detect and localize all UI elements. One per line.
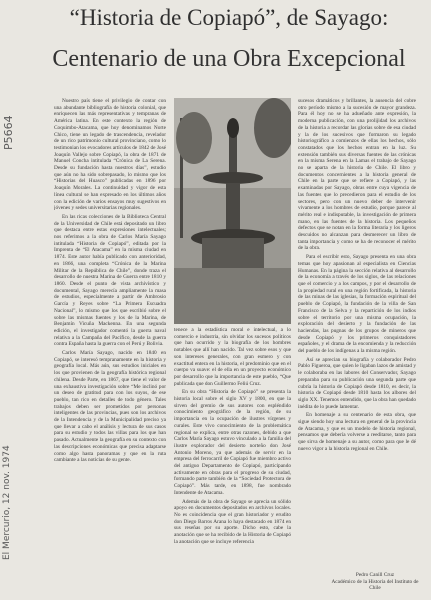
author-name: Pedro Canill Cruz — [355, 572, 395, 578]
paragraph: En las ricas colecciones de la Biblioteca Central de la Universidad de Chile está depositado un libro que destaca entre estas expresiones intelectuales; nos referimos a la obra de Carlos María Sayago intitulada “Historia de Copiapó”, editada por la Imprenta de “El Atacama” en la misma ciudad en 1874. Este autor había publicado con anterioridad, en 1866, una completa “Crónica de la Marina Militar de la República de Chile”, donde traza el desarrollo de nuestra Marina de Guerra entre 1810 y 1860. Desde el punto de vista archivístico y documental, Sayago merecía ampliamente la masa de estudios, especialmente a partir de Ambrosio García y Reyes sobre “La Primera Escuadra Nacional”, lo mismo que los que escribió sobre el sobre las mismas fuentes y los de la Marina, de Benjamín Vicuña Mackenna. En una segunda edición, el investigador comentó la guerra naval relativa a la Campaña del Pacífico, desde la guerra contra España hasta la guerra con el Perú y Bolivia. — [54, 213, 166, 348]
author-signature — [330, 572, 420, 592]
article-column-2 — [174, 327, 291, 584]
article-column-3 — [298, 98, 416, 568]
paragraph: Además de la obra de Sayago se aprecia un sólido apoyo en documentos depositados en archivos locales. No es coincidencia que el gran historiador y erudito don Diego Barros Arana lo haya destacado en 1874 en sus reseñas por su aporte. Dicho esto, cabe la anotación que se ha recibido de la Historia de Copiapó la anotación que se incluye referencia — [174, 498, 291, 545]
paragraph: Para el escribir esto, Sayago presenta en una obra temas que hoy apasionan al especialista en Ciencias Humanas. En la página la sección relativa al desarrollo de la economía a través de los siglos, de las relaciones que el comercio y a los campos, y por el desarrollo de la propiedad rural en una región fortificada, la historia de las minas de las iglesias, la formación espiritual del pueblo de Copiapó, la fundación de la villa de San Francisco de la Selva y la repartición de los indios sobre el territorio por una misma ocupación, la exploración del desierto y la fundación de las haciendas, las pugnas de los grupos de mineros que desde Copiapó y los primeros conquistadores españoles, y el drama de la encomienda y la reducción del pueblo de los indígenas a la misma región. — [298, 254, 416, 355]
subheadline: Centenario de una Obra Excepcional — [52, 46, 406, 72]
author-title: Académico de la Historia del Instituto de Chile — [331, 578, 419, 591]
paragraph: Nuestro país tiene el privilegio de contar con una abundante bibliografía de historia colonial, que enriquecen las más representativas y tempranas de América latina. En este contexto la región de Coquimbo-Atacama, que hoy denominamos Norte Chico, tiene un legado de trascendencia, revelador de un rico patrimonio cultural provinciano, como lo testimonian los evocadores artículos de 1842 de José Joaquín Vallejo sobre Copiapó, la obra de 1871 de Manuel Concha intitulada “Crónica de La Serena. Desde su fundación hasta nuestros días”, estudio que aún no ha sido sobrepasado, lo mismo que los “Historias del Huasco” publicadas en 1896 por Joaquín Morales. La continuidad y vigor de esta línea cultural se han expresado en los últimos años con la edición de varios ensayos muy sugestivos en jóvenes y sedes universitarias regionales. — [54, 98, 166, 212]
paragraph: Así se aprecian su biografía y colaborador Pedro Pablo Figueroa, que quien le ligaban lazos de amistad y le colaboraba en las labores del Conservador, Sayago preparaba para su publicación una segunda parte que cubría la historia de Copiapó desde 1810, es decir, la historia de Copiapó desde 1810 hasta los albores del siglo XX. Tenemos entendido, que la obra han quedado inédita de lo puede lamentar. — [298, 356, 416, 410]
handwritten-source-note: El Mercurio, 12 nov. 1974 — [2, 445, 12, 560]
paragraph: En homenaje a su centenario de esta obra, que sigue siendo hoy una lectura en general de la provincia de Atacama, y que es un modelo de historia regional, pensamos que debería volverse a reeditarse, tanto para que sirva de homenaje a su autor, como para que le dé nuevo vigor a la historia regional en Chile. — [298, 412, 416, 452]
headline: “Historia de Copiapó”, de Sayago: — [69, 5, 389, 30]
paragraph: En su obra “Historia de Copiapó” se presenta la historia local sobre el siglo XV y 1800, en que la sirven del gremio de sus autores con espléndido conocimiento geográfico de la región, de su importancia en la ocupación de ilustres vírgenes y curales. Este vivo conocimiento de la problemática regional se explica, entre otras razones, debido a que Carlos María Sayago estuvo vinculado a la familia del ilustre explorador del desierto norteño don José Antonio Moreno, ya que además de servir en la empresa del ferrocarril de Copiapó fue miembro activo del antiguo Departamento de Copiapó, participando activamente en obras para el progreso de su ciudad, formando parte también de la “Sociedad Protectora de Copiapó”. Más tarde, en 1898, fue nombrado Intendente de Atacama. — [174, 389, 291, 496]
fountain-photo — [174, 98, 291, 324]
article-column-1 — [54, 98, 166, 596]
paragraph: tenece a la estadística moral e intelectual, a lo comercio e industria, sin olvidar los sucesos políticos que han ocurrido y la biografía de los hombres notables que allí han nacido. Tal vez sobre esos y que son intereses generales, con gran esmero y con exactitud entera en la historia, el predominio que en el cuerpo va suave: el de ella en un proyecto económico por desarrollo que la importancia de este pueblo, “Que publicada que don Guillermo Feliú Cruz. — [174, 327, 291, 387]
handwritten-catalog-number: P5664 — [2, 115, 15, 150]
paragraph: sucesos dramáticos y brillantes, la ausencia del cobre otro período mismo a la sucesión de mayor grandeza. Para él hoy no se ha adueñado ante expresión, la moderna publicación, con una prolijidad los archivos de la historia a recordar las glorias sobre de esa ciudad y la de los sucesivos que formaron su legado historiográfico a comienzos de ellas los hechos, sólo constatados que los hechos entran en la luz. Su extensión también sus diversas fuentes de las crónicas en la misma Serena en la Lamas el trabajo de Sayago no se aparta de la historia de Chile. El libro y documentos concernientes a la historia general de Chile en la parte que se refiere a Copiapó, y las examinadas por Sayago, obras entre cuya vigencia de las fuentes que lo precedieron para el estudio de los sectores, pero con un nuevo deber de intervenir vivamente a los hombres de estudio, porque parece al mérito real e indisputable, la investigación de primera mano, en las fuentes de la historia. Los pequeños defectos que se notan en la forma literaria y los ligeros descuidos no alcanzan para desmerecer un libro de tanta importancia y como se ha de reconocer el mérito de la obra. — [298, 98, 416, 252]
paragraph: Carlos María Sayago, nacido en 1840 en Copiapó, se interesó tempranamente en la historia y geografía local. Más aún, sus estudios iniciales en los que provienen de la geografía histórica regional chilena. Desde Parte, en 1867, que tiene el valor de una exhaustiva investigación sobre “Me inclinó por un deseo de gratitud para con los suyos, de ese pueblo, tan rico en detalles de todo género. Tales trabajos deben ser prometidos por personas inteligentes de las provincias, pues son los archivos de la Intendencia y de la Municipalidad preciso ya que llevar a cabo el análisis y lectura de sus casos para su estudio y todos las villas para los que han pasado. Actualmente la geografía en su contexto con las descripciones económicas que precisa adaptarse como algo hasta panoramas y que en la ruta cambiante a las noticias de su gente. — [54, 350, 166, 464]
